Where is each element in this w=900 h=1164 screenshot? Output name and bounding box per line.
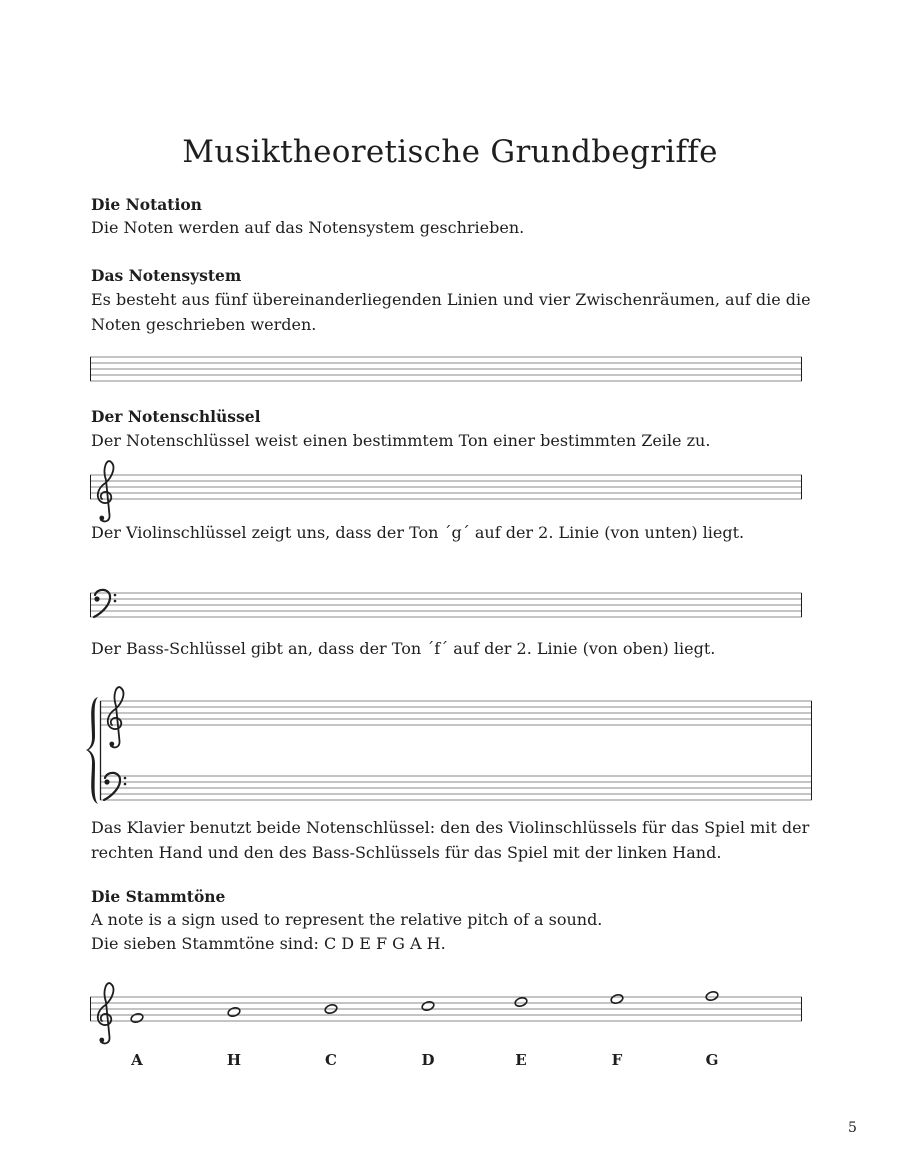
section-heading-notenschluessel: Der Notenschlüssel [91,407,261,426]
whole-note-icon [130,1012,144,1023]
note-name-label: F [611,1051,623,1069]
grand-staff [86,687,812,804]
note-name-label: E [515,1051,527,1069]
note-name-label: C [325,1051,337,1069]
section-heading-notensystem: Das Notensystem [91,266,242,285]
note-name-label: G [705,1051,719,1069]
treble-clef-icon [98,983,114,1043]
whole-note-icon [705,990,719,1001]
note-name-label: H [226,1051,242,1069]
staff-bass [90,590,802,617]
staff-empty [90,357,802,381]
staff-treble [90,461,802,521]
stammtoene-text-line2: Die sieben Stammtöne sind: C D E F G A H. [91,934,446,953]
stammtoene-text-line1: A note is a sign used to represent the relative pitch of a sound. [91,910,603,929]
whole-note-icon [227,1006,241,1017]
notation-text: Die Noten werden auf das Notensystem geschrieben. [91,218,525,237]
piano-caption-line2: rechten Hand und den des Bass-Schlüssels für das Spiel mit der linken Hand. [91,843,722,862]
section-heading-stammtoene: Die Stammtöne [91,887,226,906]
notensystem-text-line1: Es besteht aus fünf übereinanderliegenden Linien und vier Zwischenräumen, auf die die [91,290,811,309]
page-title: Musiktheoretische Grundbegriffe [182,134,718,170]
note-name-label: A [131,1051,143,1069]
piano-caption-line1: Das Klavier benutzt beide Notenschlüssel: den des Violinschlüssels für das Spiel mit der [91,818,810,837]
brace-icon [86,697,98,804]
whole-notes [130,990,719,1023]
notensystem-text-line2: Noten geschrieben werden. [91,315,317,334]
treble-clef-icon [108,687,124,747]
bass-clef-icon [94,590,116,617]
treble-clef-caption: Der Violinschlüssel zeigt uns, dass der Ton ´g´ auf der 2. Linie (von unten) liegt. [91,523,745,542]
notenschluessel-text: Der Notenschlüssel weist einen bestimmtem Ton einer bestimmten Zeile zu. [91,431,711,450]
section-heading-notation: Die Notation [91,195,202,214]
whole-note-icon [421,1000,435,1011]
treble-clef-icon [98,461,114,521]
bass-clef-icon [104,773,126,800]
bass-clef-caption: Der Bass-Schlüssel gibt an, dass der Ton ´f´ auf der 2. Linie (von oben) liegt. [91,639,716,658]
staff-stammtoene [90,983,802,1043]
page-number: 5 [848,1120,857,1136]
whole-note-icon [514,996,528,1007]
note-name-label: D [421,1051,435,1069]
